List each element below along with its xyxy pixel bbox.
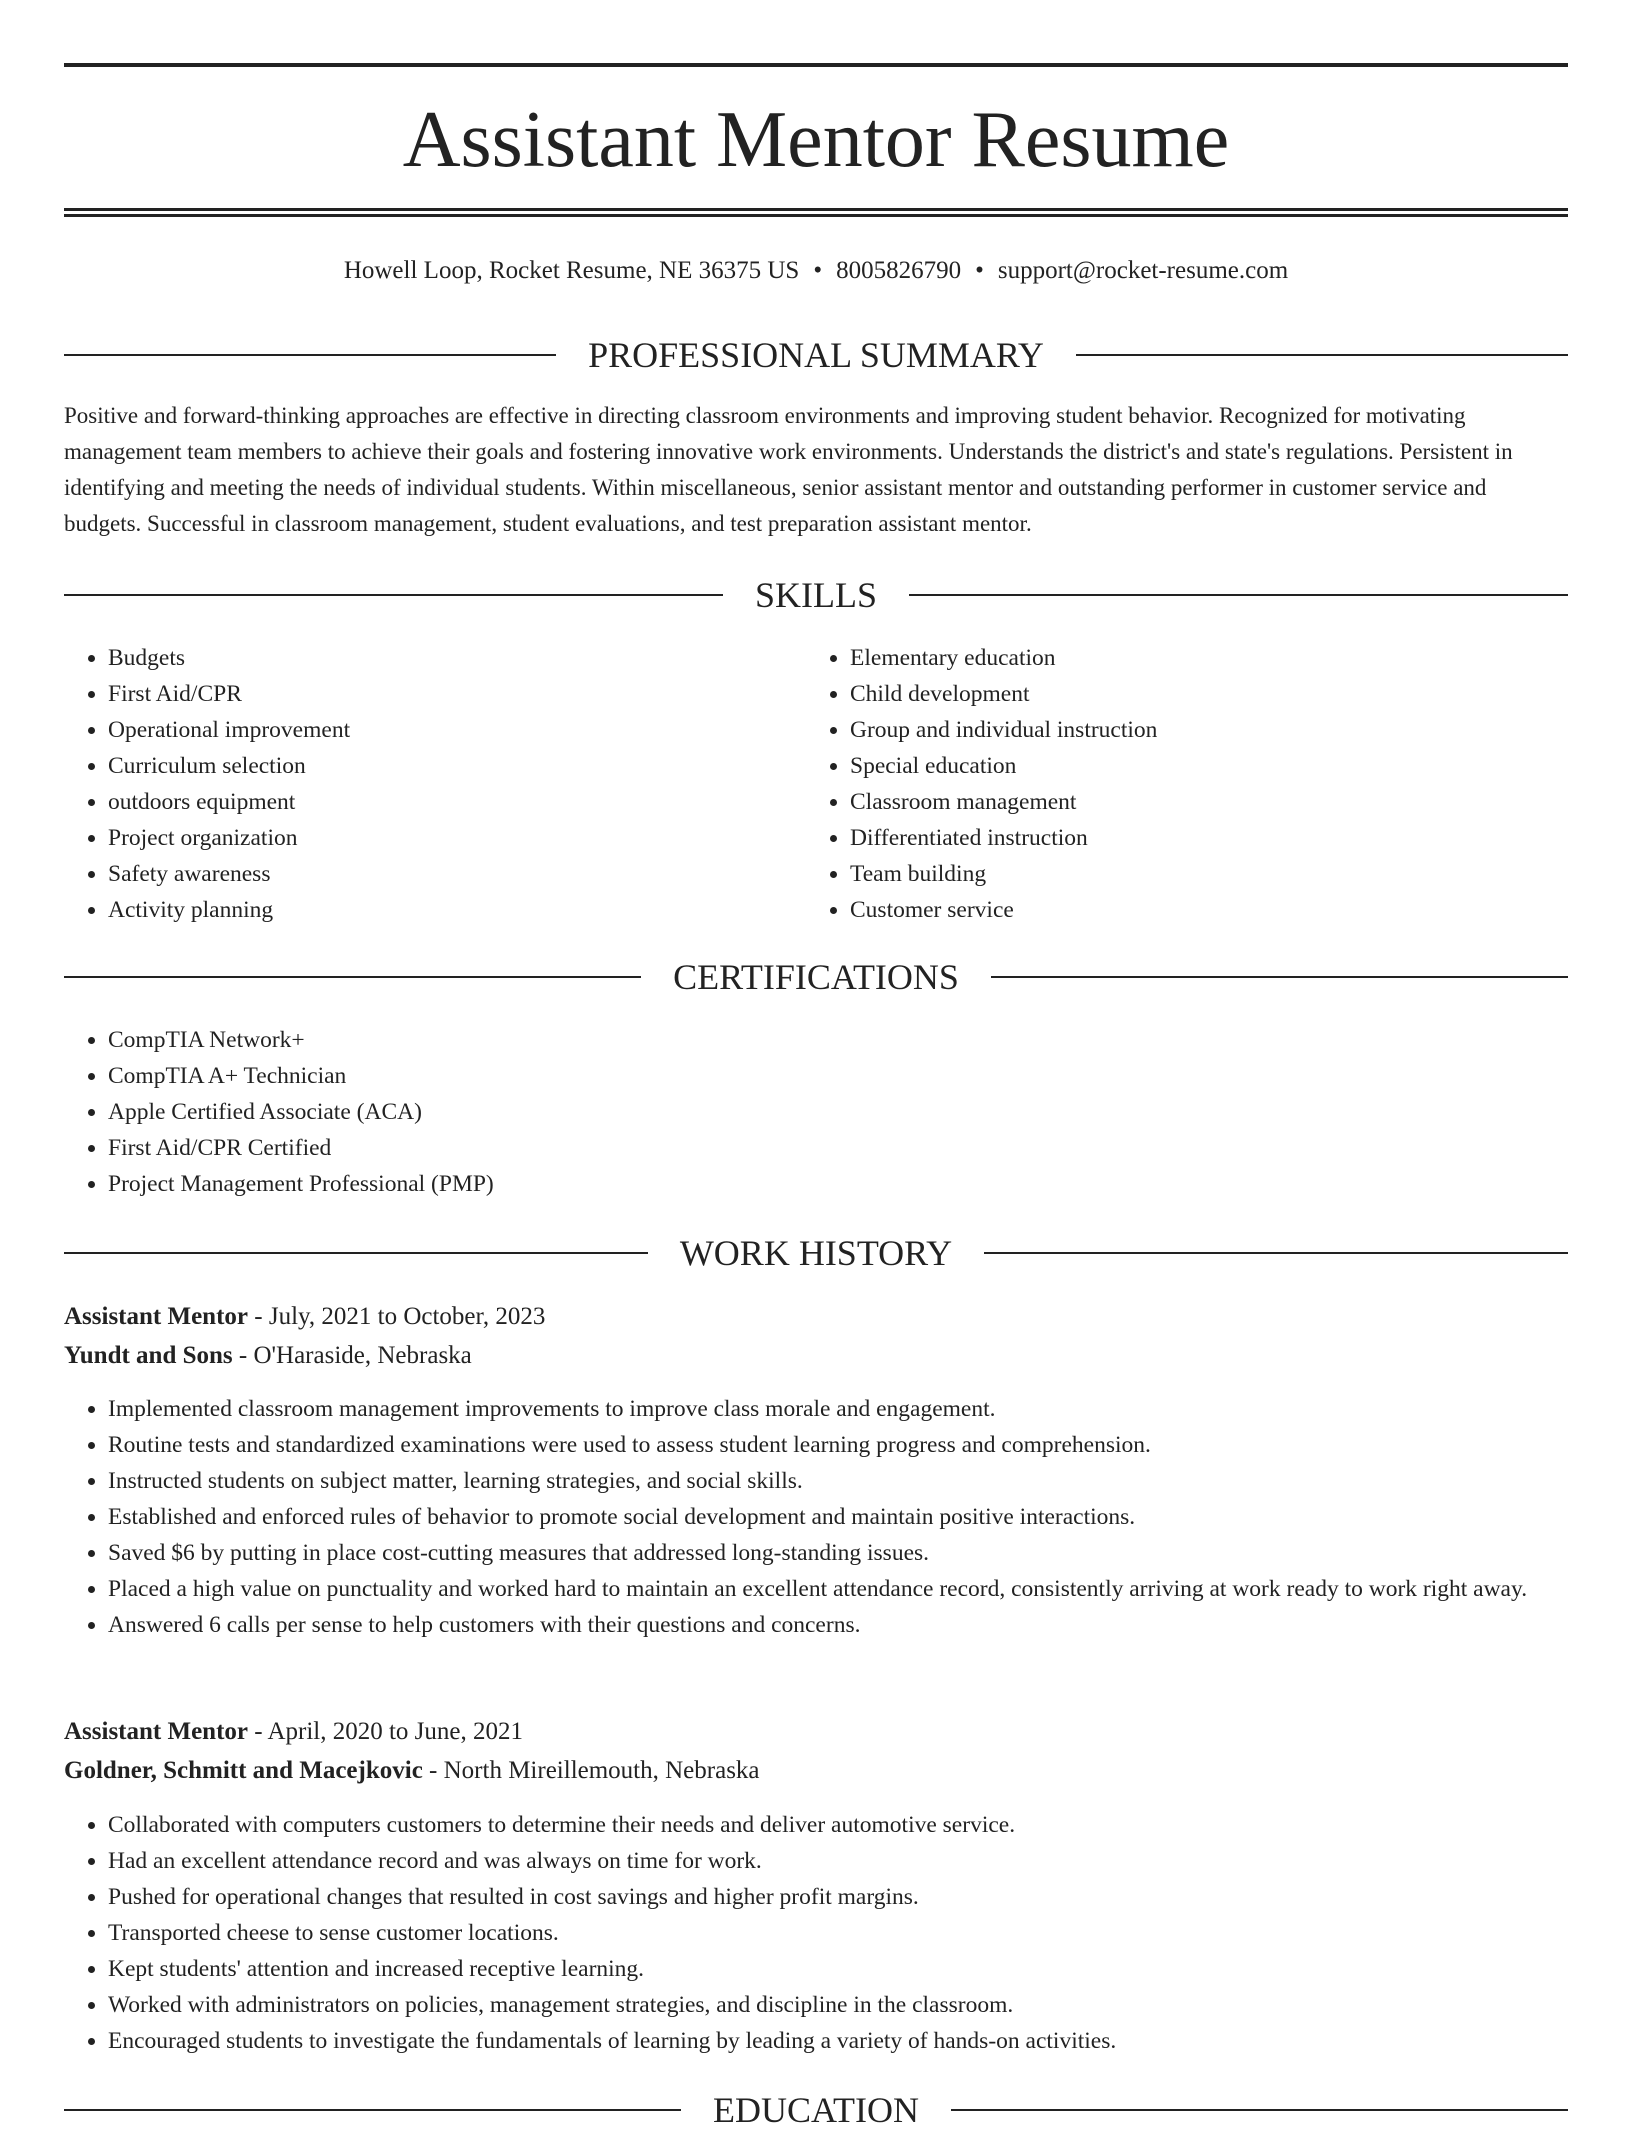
contact-phone[interactable]: 8005826790 (836, 257, 962, 284)
contact-separator: • (813, 257, 823, 284)
job-dates: April, 2020 to June, 2021 (267, 1718, 524, 1745)
section-title: SKILLS (755, 575, 878, 615)
job-company: Goldner, Schmitt and Macejkovic (64, 1757, 423, 1784)
job-company-line: Goldner, Schmitt and Macejkovic - North Mireillemouth, Nebraska (64, 1757, 760, 1784)
skill-item: • Curriculum selection (108, 748, 808, 784)
job-bullet: • Saved $6 by putting in place cost-cutting measures that addressed long-standing issues. (108, 1535, 1612, 1571)
job-bullet: • Placed a high value on punctuality and worked hard to maintain an excellent attendance record, consistently arriving at work ready to work right away. (108, 1571, 1612, 1607)
certification-item: • Project Management Professional (PMP) (108, 1166, 1612, 1202)
summary-text: Positive and forward-thinking approaches are effective in directing classroom environments and improving student behavior. Recognized for motivating management team members to achieve their goals and fostering innovative work environments. Understands the district's and state's regulations. Persistent in identifying and meeting the needs of individual students. Within miscellaneous, senior assistant mentor and outstanding performer in customer service and budgets. Successful in classroom management, student evaluations, and test preparation assistant mentor. (64, 403, 1513, 536)
certification-item: • Apple Certified Associate (ACA) (108, 1094, 1612, 1130)
job-company-line: Yundt and Sons - O'Haraside, Nebraska (64, 1342, 472, 1369)
certification-item: • CompTIA A+ Technician (108, 1058, 1612, 1094)
resume-title: Assistant Mentor Resume (402, 96, 1230, 184)
section-title: EDUCATION (713, 2090, 919, 2130)
heading-rule (991, 976, 1568, 978)
certifications-list (64, 1022, 1612, 1202)
job-company: Yundt and Sons (64, 1342, 233, 1369)
heading-rule (64, 976, 641, 978)
job-bullet-list (64, 1807, 1612, 2059)
job-bullet: • Established and enforced rules of behavior to promote social development and maintain positive interactions. (108, 1499, 1612, 1535)
skill-item: • Customer service (850, 892, 1550, 928)
section-title: PROFESSIONAL SUMMARY (588, 335, 1044, 375)
job-dates: July, 2021 to October, 2023 (268, 1303, 546, 1330)
skill-item: • outdoors equipment (108, 784, 808, 820)
heading-rule (64, 594, 723, 596)
skill-item: • Activity planning (108, 892, 808, 928)
skill-item: • Special education (850, 748, 1550, 784)
heading-rule (64, 354, 556, 356)
job-location: North Mireillemouth, Nebraska (443, 1757, 760, 1784)
job-bullet: • Transported cheese to sense customer locations. (108, 1915, 1612, 1951)
skill-item: • Differentiated instruction (850, 820, 1550, 856)
contact-separator: • (975, 257, 984, 284)
heading-rule (909, 594, 1568, 596)
skill-item: • Elementary education (850, 640, 1550, 676)
job-bullet: • Implemented classroom management improvements to improve class morale and engagement. (108, 1391, 1612, 1427)
skill-item: • Classroom management (850, 784, 1550, 820)
heading-rule (64, 1252, 648, 1254)
certification-item: • CompTIA Network+ (108, 1022, 1612, 1058)
job-bullet: • Collaborated with computers customers to determine their needs and deliver automotive service. (108, 1807, 1612, 1843)
job-title: Assistant Mentor (64, 1303, 249, 1330)
job-title-line: Assistant Mentor - April, 2020 to June, 2021 (64, 1718, 524, 1745)
heading-rule (951, 2109, 1568, 2111)
top-rule (64, 63, 1568, 67)
skills-list-right (806, 640, 1550, 928)
section-title: WORK HISTORY (679, 1233, 953, 1273)
job-bullet: • Kept students' attention and increased receptive learning. (108, 1951, 1612, 1987)
section-heading-skills (64, 573, 1568, 617)
job-bullet: • Answered 6 calls per sense to help customers with their questions and concerns. (108, 1607, 1612, 1643)
section-heading-work-history (64, 1231, 1568, 1275)
job-bullet: • Had an excellent attendance record and was always on time for work. (108, 1843, 1612, 1879)
job-title: Assistant Mentor (64, 1718, 249, 1745)
skill-item: • Safety awareness (108, 856, 808, 892)
job-bullet: • Routine tests and standardized examinations were used to assess student learning progress and comprehension. (108, 1427, 1612, 1463)
certification-item: • First Aid/CPR Certified (108, 1130, 1612, 1166)
contact-line (64, 254, 1568, 288)
heading-rule (64, 2109, 681, 2111)
skill-item: • Team building (850, 856, 1550, 892)
section-title: CERTIFICATIONS (673, 957, 959, 997)
section-heading-education (64, 2088, 1568, 2132)
contact-email[interactable]: support@rocket-resume.com (997, 257, 1289, 284)
job-location: O'Haraside, Nebraska (253, 1342, 472, 1369)
skill-item: • First Aid/CPR (108, 676, 808, 712)
job-bullet-list (64, 1391, 1612, 1643)
job-bullet: • Encouraged students to investigate the fundamentals of learning by leading a variety of hands-on activities. (108, 2023, 1612, 2059)
skill-item: • Child development (850, 676, 1550, 712)
skill-item: • Budgets (108, 640, 808, 676)
job-bullet: • Instructed students on subject matter, learning strategies, and social skills. (108, 1463, 1612, 1499)
section-heading-summary (64, 333, 1568, 377)
heading-rule (1076, 354, 1568, 356)
job-bullet: • Pushed for operational changes that resulted in cost savings and higher profit margins. (108, 1879, 1612, 1915)
title-double-rule (64, 208, 1568, 217)
skill-item: • Project organization (108, 820, 808, 856)
skills-list-left (64, 640, 808, 928)
contact-address: Howell Loop, Rocket Resume, NE 36375 US (343, 257, 800, 284)
skill-item: • Group and individual instruction (850, 712, 1550, 748)
skill-item: • Operational improvement (108, 712, 808, 748)
heading-rule (984, 1252, 1568, 1254)
section-heading-certifications (64, 955, 1568, 999)
job-bullet: • Worked with administrators on policies, management strategies, and discipline in the classroom. (108, 1987, 1612, 2023)
job-title-line: Assistant Mentor - July, 2021 to October, 2023 (64, 1303, 546, 1330)
